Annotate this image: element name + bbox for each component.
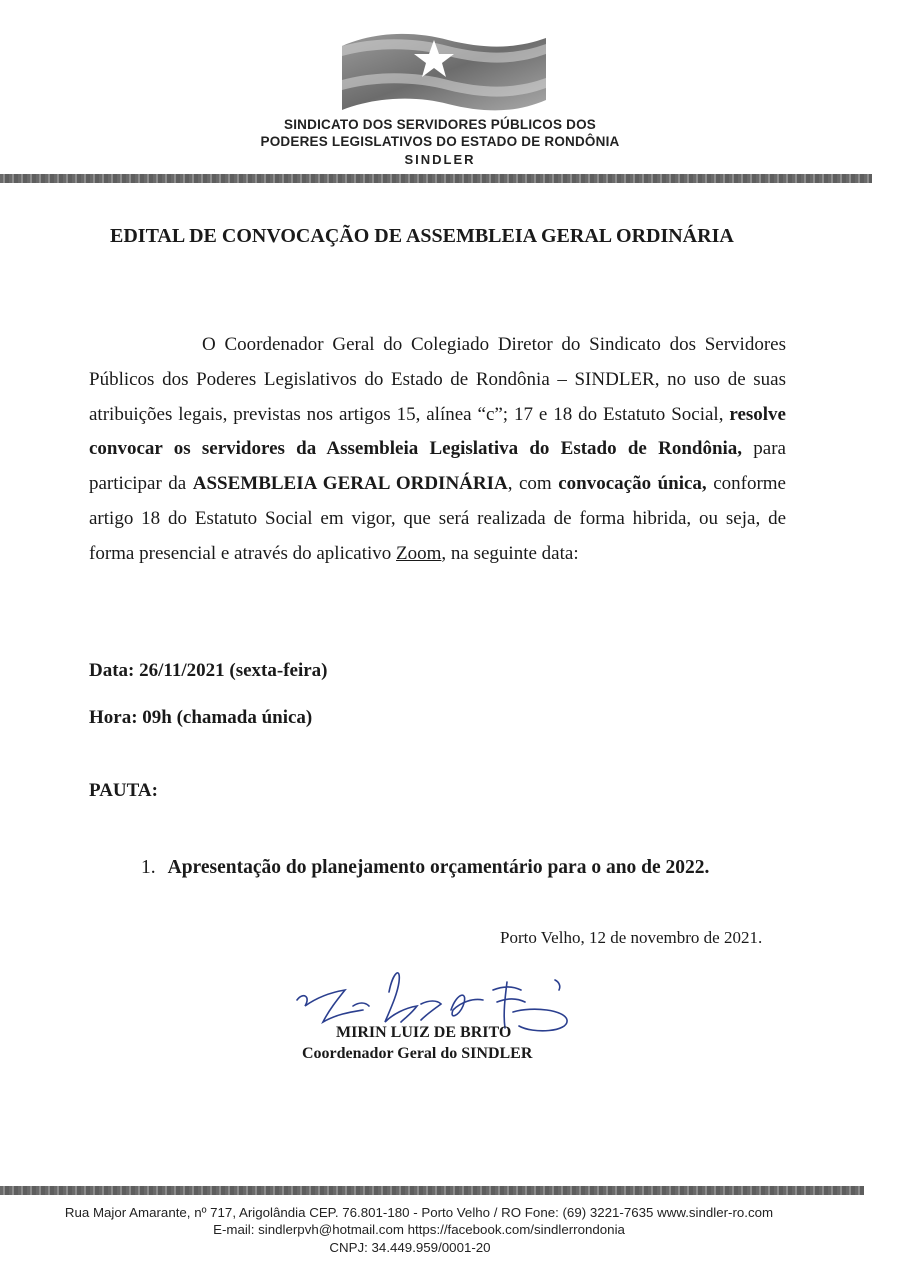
signer-name: MIRIN LUIZ DE BRITO	[336, 1024, 512, 1041]
zoom-word: Zoom	[396, 542, 442, 564]
place-date: Porto Velho, 12 de novembro de 2021.	[500, 928, 763, 947]
org-acronym: SINDLER	[404, 152, 476, 167]
paragraph-text-5: , na seguinte data:	[441, 542, 579, 564]
footer-divider	[0, 1186, 864, 1195]
agenda-label: PAUTA:	[89, 780, 158, 801]
document-title: EDITAL DE CONVOCAÇÃO DE ASSEMBLEIA GERAL ORDINÁRIA	[110, 225, 734, 247]
org-name-line1: SINDICATO DOS SERVIDORES PÚBLICOS DOS	[284, 117, 596, 132]
flag-star-logo	[338, 30, 550, 116]
paragraph-bold-3: convocação única,	[558, 473, 707, 495]
agenda-item-text: Apresentação do planejamento orçamentário para o ano de 2022.	[167, 857, 710, 878]
footer-address: Rua Major Amarante, nº 717, Arigolândia CEP. 76.801-180 - Porto Velho / RO Fone: (69) 3221-7635 www.sindler-ro.com	[64, 1205, 774, 1220]
footer-cnpj: CNPJ: 34.449.959/0001-20	[329, 1240, 491, 1255]
agenda-item	[141, 857, 709, 879]
meeting-time: Hora: 09h (chamada única)	[89, 707, 313, 728]
footer-contact: E-mail: sindlerpvh@hotmail.com https://facebook.com/sindlerrondonia	[213, 1222, 625, 1237]
paragraph-bold-2: ASSEMBLEIA GERAL ORDINÁRIA	[192, 473, 508, 495]
header-divider	[0, 174, 872, 183]
paragraph-text-2: para participar da	[89, 438, 786, 495]
convocation-paragraph	[89, 328, 786, 572]
paragraph-text-4: conforme artigo 18 do Estatuto Social em vigor, que será realizada de forma hibrida, ou seja, de forma presencial e através do aplicativo	[89, 473, 786, 564]
paragraph-text-1: O Coordenador Geral do Colegiado Diretor do Sindicato dos Servidores Públicos dos Poderes Legislativos do Estado de Rondônia – SINDLER, no uso de suas atribuições legais, previstas nos artigos 15, alínea “c”; 17 e 18 do Estatuto Social,	[89, 334, 786, 425]
org-name-line2: PODERES LEGISLATIVOS DO ESTADO DE RONDÔNIA	[260, 134, 620, 149]
agenda-item-number: 1.	[141, 857, 156, 878]
paragraph-bold-1: resolve convocar os servidores da Assembleia Legislativa do Estado de Rondônia,	[89, 403, 786, 460]
signer-role: Coordenador Geral do SINDLER	[302, 1045, 533, 1062]
paragraph-text-3: , com	[507, 473, 559, 495]
meeting-date: Data: 26/11/2021 (sexta-feira)	[89, 660, 328, 681]
